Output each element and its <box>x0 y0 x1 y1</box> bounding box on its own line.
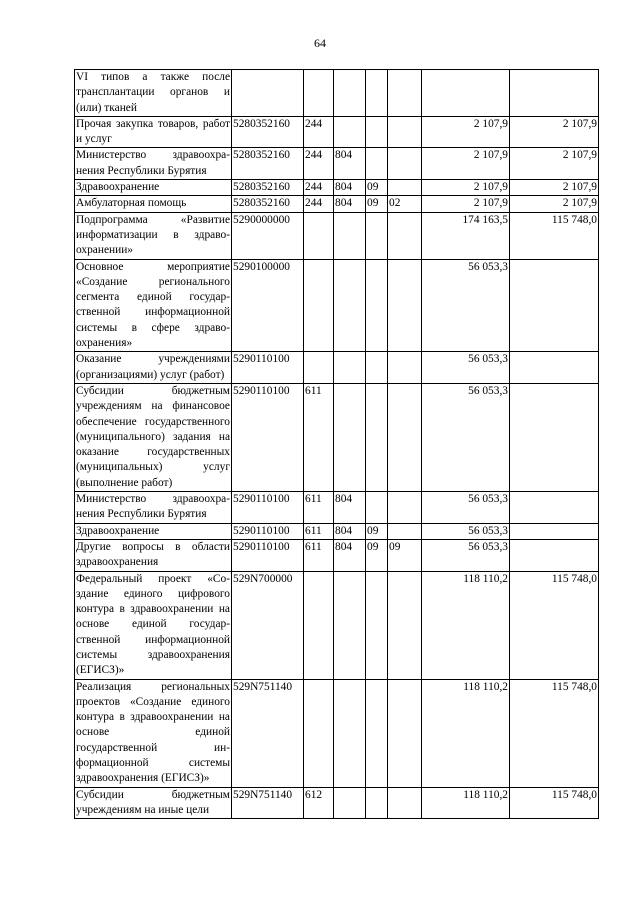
ministry-code-cell <box>334 352 366 384</box>
amount-year2-cell <box>510 383 599 491</box>
section-cell <box>366 259 388 352</box>
amount-year2-cell <box>510 70 599 117</box>
section-cell <box>366 148 388 180</box>
target-article-code-cell: 5280352160 <box>232 180 304 196</box>
section-cell <box>366 571 388 679</box>
row-name-cell: Оказание учреждениями (организациями) услуг (работ) <box>75 352 232 384</box>
row-name-cell: Федеральный проект «Создание единого цифрового контура в здравоохранении на основе единой государственной информационной системы здравоохранения (ЕГИСЗ)» <box>75 571 232 679</box>
ministry-code-cell: 804 <box>334 539 366 571</box>
row-name-cell: Другие вопросы в области здравоохранения <box>75 539 232 571</box>
amount-year2-cell: 115 748,0 <box>510 679 599 787</box>
amount-year1-cell: 118 110,2 <box>422 679 510 787</box>
amount-year1-cell: 2 107,9 <box>422 180 510 196</box>
target-article-code-cell: 5290110100 <box>232 523 304 539</box>
subsection-cell <box>388 148 422 180</box>
expense-type-cell: 611 <box>304 383 334 491</box>
expense-type-cell: 244 <box>304 180 334 196</box>
subsection-cell <box>388 212 422 259</box>
amount-year2-cell <box>510 259 599 352</box>
target-article-code-cell: 5290110100 <box>232 352 304 384</box>
ministry-code-cell <box>334 259 366 352</box>
subsection-cell <box>388 571 422 679</box>
amount-year2-cell: 2 107,9 <box>510 180 599 196</box>
row-name-cell: Министерство здравоохранения Республики Бурятия <box>75 492 232 524</box>
ministry-code-cell <box>334 212 366 259</box>
ministry-code-cell: 804 <box>334 196 366 212</box>
subsection-cell <box>388 352 422 384</box>
subsection-cell <box>388 116 422 148</box>
amount-year2-cell: 115 748,0 <box>510 787 599 819</box>
expense-type-cell: 611 <box>304 523 334 539</box>
section-cell <box>366 352 388 384</box>
row-name-cell: Субсидии бюджетным учреждениям на финансовое обеспечение государственного (муниципального) задания на оказание государственных (муниципальных) услуг (выполнение работ) <box>75 383 232 491</box>
table-row <box>75 352 599 384</box>
ministry-code-cell: 804 <box>334 180 366 196</box>
amount-year2-cell: 2 107,9 <box>510 148 599 180</box>
table-row <box>75 679 599 787</box>
amount-year1-cell: 2 107,9 <box>422 196 510 212</box>
target-article-code-cell: 5290100000 <box>232 259 304 352</box>
subsection-cell <box>388 180 422 196</box>
subsection-cell: 02 <box>388 196 422 212</box>
amount-year1-cell: 56 053,3 <box>422 492 510 524</box>
subsection-cell <box>388 523 422 539</box>
expense-type-cell <box>304 571 334 679</box>
amount-year1-cell: 56 053,3 <box>422 383 510 491</box>
amount-year2-cell: 2 107,9 <box>510 196 599 212</box>
subsection-cell: 09 <box>388 539 422 571</box>
row-name-cell: Здравоохранение <box>75 180 232 196</box>
target-article-code-cell: 5280352160 <box>232 148 304 180</box>
target-article-code-cell: 5280352160 <box>232 116 304 148</box>
expense-type-cell <box>304 259 334 352</box>
page-number: 64 <box>314 36 326 50</box>
target-article-code-cell: 5280352160 <box>232 196 304 212</box>
row-name-cell: Реализация региональных проектов «Создание единого контура в здравоохранении на основе единой государственной информационной системы здравоохранения (ЕГИСЗ)» <box>75 679 232 787</box>
budget-table <box>74 69 599 819</box>
expense-type-cell <box>304 679 334 787</box>
table-row <box>75 787 599 819</box>
section-cell: 09 <box>366 523 388 539</box>
amount-year2-cell <box>510 352 599 384</box>
amount-year1-cell: 118 110,2 <box>422 787 510 819</box>
row-name-cell: Прочая закупка товаров, работ и услуг <box>75 116 232 148</box>
ministry-code-cell: 804 <box>334 492 366 524</box>
ministry-code-cell <box>334 116 366 148</box>
amount-year2-cell <box>510 539 599 571</box>
amount-year1-cell: 56 053,3 <box>422 539 510 571</box>
subsection-cell <box>388 679 422 787</box>
section-cell: 09 <box>366 539 388 571</box>
expense-type-cell: 244 <box>304 116 334 148</box>
table-row <box>75 492 599 524</box>
expense-type-cell <box>304 70 334 117</box>
ministry-code-cell <box>334 70 366 117</box>
section-cell: 09 <box>366 196 388 212</box>
table-row <box>75 539 599 571</box>
amount-year1-cell: 56 053,3 <box>422 523 510 539</box>
table-row <box>75 259 599 352</box>
table-row <box>75 70 599 117</box>
target-article-code-cell: 5290000000 <box>232 212 304 259</box>
table-row <box>75 180 599 196</box>
amount-year2-cell <box>510 492 599 524</box>
amount-year2-cell: 115 748,0 <box>510 212 599 259</box>
expense-type-cell: 244 <box>304 148 334 180</box>
expense-type-cell: 611 <box>304 539 334 571</box>
amount-year1-cell: 2 107,9 <box>422 148 510 180</box>
expense-type-cell: 244 <box>304 196 334 212</box>
subsection-cell <box>388 259 422 352</box>
row-name-cell: Здравоохранение <box>75 523 232 539</box>
expense-type-cell: 612 <box>304 787 334 819</box>
subsection-cell <box>388 492 422 524</box>
section-cell <box>366 492 388 524</box>
table-row <box>75 148 599 180</box>
ministry-code-cell <box>334 787 366 819</box>
section-cell <box>366 116 388 148</box>
table-row <box>75 212 599 259</box>
ministry-code-cell <box>334 571 366 679</box>
amount-year1-cell <box>422 70 510 117</box>
table-row <box>75 571 599 679</box>
target-article-code-cell: 5290110100 <box>232 539 304 571</box>
table-row <box>75 196 599 212</box>
amount-year1-cell: 56 053,3 <box>422 259 510 352</box>
row-name-cell: Основное мероприятие «Создание регионального сегмента единой государственной информационной системы в сфере здравоохранения» <box>75 259 232 352</box>
amount-year1-cell: 174 163,5 <box>422 212 510 259</box>
ministry-code-cell: 804 <box>334 523 366 539</box>
expense-type-cell <box>304 352 334 384</box>
row-name-cell: Амбулаторная помощь <box>75 196 232 212</box>
target-article-code-cell <box>232 70 304 117</box>
section-cell <box>366 787 388 819</box>
ministry-code-cell <box>334 679 366 787</box>
section-cell: 09 <box>366 180 388 196</box>
section-cell <box>366 70 388 117</box>
table-body <box>75 70 599 819</box>
target-article-code-cell: 529N751140 <box>232 679 304 787</box>
row-name-cell: Министерство здравоохранения Республики Бурятия <box>75 148 232 180</box>
section-cell <box>366 383 388 491</box>
amount-year2-cell <box>510 523 599 539</box>
section-cell <box>366 679 388 787</box>
table-row <box>75 383 599 491</box>
ministry-code-cell: 804 <box>334 148 366 180</box>
amount-year1-cell: 56 053,3 <box>422 352 510 384</box>
amount-year2-cell: 2 107,9 <box>510 116 599 148</box>
subsection-cell <box>388 787 422 819</box>
subsection-cell <box>388 70 422 117</box>
ministry-code-cell <box>334 383 366 491</box>
table-row <box>75 523 599 539</box>
target-article-code-cell: 5290110100 <box>232 383 304 491</box>
section-cell <box>366 212 388 259</box>
target-article-code-cell: 5290110100 <box>232 492 304 524</box>
row-name-cell: Подпрограмма «Развитие информатизации в здравоохранении» <box>75 212 232 259</box>
subsection-cell <box>388 383 422 491</box>
expense-type-cell <box>304 212 334 259</box>
amount-year2-cell: 115 748,0 <box>510 571 599 679</box>
row-name-cell: Субсидии бюджетным учреждениям на иные цели <box>75 787 232 819</box>
table-row <box>75 116 599 148</box>
target-article-code-cell: 529N700000 <box>232 571 304 679</box>
amount-year1-cell: 118 110,2 <box>422 571 510 679</box>
expense-type-cell: 611 <box>304 492 334 524</box>
amount-year1-cell: 2 107,9 <box>422 116 510 148</box>
target-article-code-cell: 529N751140 <box>232 787 304 819</box>
row-name-cell: VI типов а также после трансплантации органов и (или) тканей <box>75 70 232 117</box>
